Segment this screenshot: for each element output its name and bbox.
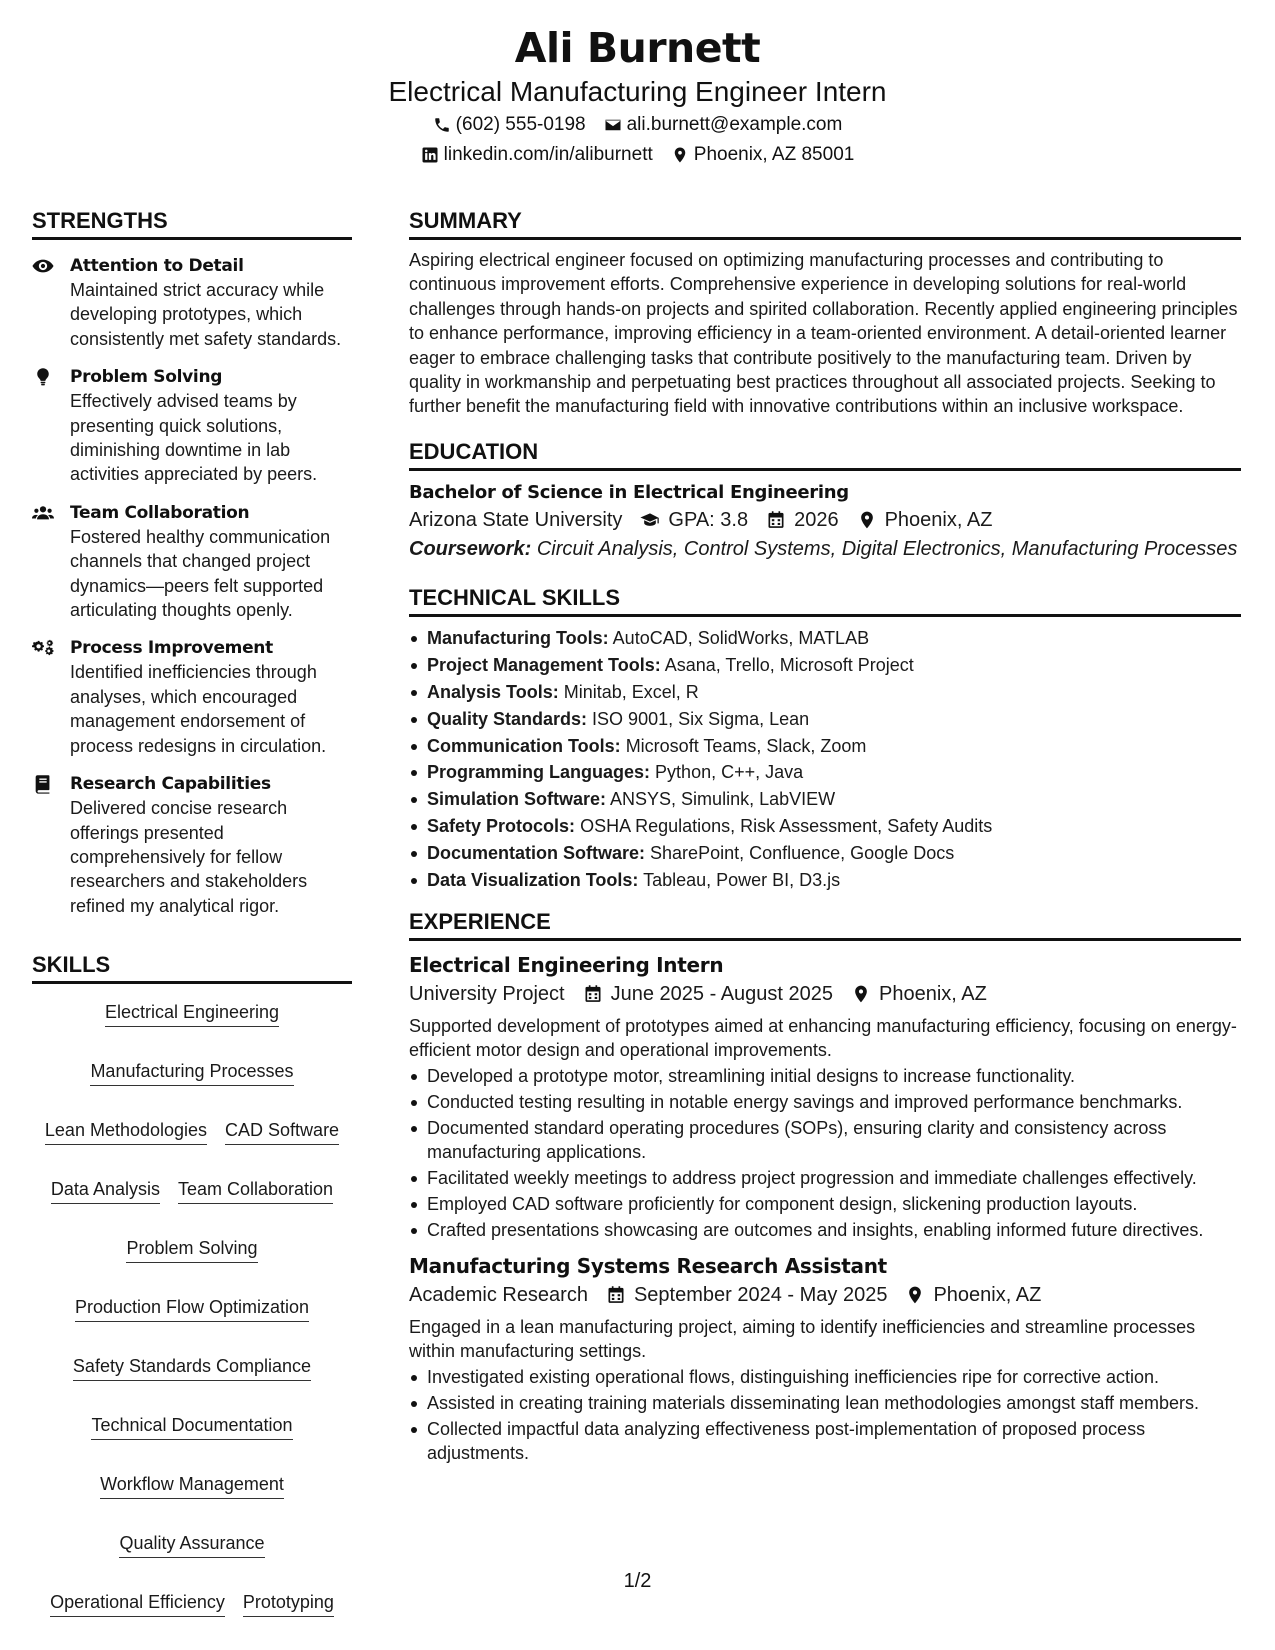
list-item <box>409 786 1241 813</box>
year-text: 2026 <box>794 508 839 531</box>
coursework <box>409 537 1241 562</box>
skill-category: Programming Languages: <box>427 762 651 783</box>
strength-title: Attention to Detail <box>70 256 244 276</box>
experience-title: EXPERIENCE <box>409 907 1241 941</box>
summary-text: Aspiring electrical engineer focused on optimizing manufacturing processes and contributing to continuous improvement efforts. Comprehensive experience in developing solutions for real-world challenges through hands-on projects and spirited collaboration. Recently applied engineering principles to enhance performance, improving efficiency in a team-oriented environment. A detail-oriented learner eager to embrace challenging tasks that contribute positively to the manufacturing team. Driven by quality in workmanship and perpetuating best practices throughout all associated projects. Seeking to further benefit the manufacturing field with innovative contributions within an inclusive workspace. <box>409 250 1238 417</box>
list-item <box>409 706 1241 733</box>
book-icon <box>32 774 54 794</box>
dates-text: June 2025 - August 2025 <box>610 983 834 1006</box>
linkedin-contact[interactable] <box>421 140 653 170</box>
job-title: Electrical Engineering Intern <box>409 953 724 978</box>
school-location <box>857 505 993 535</box>
skill-tag: Technical Documentation <box>91 1413 292 1440</box>
job-meta <box>409 979 1241 1009</box>
strength-item <box>32 772 352 918</box>
skill-tag: Operational Efficiency <box>50 1590 225 1617</box>
skills-section <box>32 950 352 1617</box>
strength-title: Team Collaboration <box>70 502 250 523</box>
skills-list <box>32 1000 352 1617</box>
skill-category: Quality Standards: <box>427 708 588 729</box>
strength-item <box>32 365 352 487</box>
location-text: Phoenix, AZ <box>879 983 987 1006</box>
location-text: Phoenix, AZ <box>884 508 993 531</box>
list-item <box>409 625 1241 652</box>
technical-skills-title: TECHNICAL SKILLS <box>409 583 1241 617</box>
strength-desc: Identified inefficiencies through analyses, which encouraged management endorsement of process redesigns in circulation. <box>70 662 327 756</box>
skill-tag: Production Flow Optimization <box>75 1295 309 1322</box>
right-column <box>409 206 1241 1465</box>
skill-tag: Workflow Management <box>100 1472 284 1499</box>
eye-icon <box>32 256 54 276</box>
candidate-role: Electrical Manufacturing Engineer Intern <box>388 76 887 107</box>
gears-icon <box>32 638 54 658</box>
skill-tag: Safety Standards Compliance <box>73 1354 311 1381</box>
degree-title: Bachelor of Science in Electrical Engineering <box>409 481 849 503</box>
job-bullets <box>409 1365 1241 1465</box>
experience-section <box>409 907 1241 1465</box>
job-org <box>409 979 565 1009</box>
education-meta <box>409 505 1241 535</box>
education-title: EDUCATION <box>409 437 1241 471</box>
location-text: Phoenix, AZ <box>933 1284 1042 1307</box>
school-text: Arizona State University <box>409 508 623 531</box>
list-item <box>409 679 1241 706</box>
job-location <box>851 979 987 1009</box>
calendar-icon <box>766 510 786 530</box>
skill-category: Simulation Software: <box>427 789 607 810</box>
skill-values: ISO 9001, Six Sigma, Lean <box>592 708 810 729</box>
list-item <box>409 813 1241 840</box>
strength-item <box>32 501 352 623</box>
phone-contact <box>433 110 586 140</box>
strengths-title: STRENGTHS <box>32 206 352 240</box>
strength-desc: Effectively advised teams by presenting quick solutions, diminishing downtime in lab activities appreciated by peers. <box>70 391 318 485</box>
location-text: Phoenix, AZ 85001 <box>693 144 855 165</box>
map-pin-icon <box>905 1285 925 1305</box>
job-entry <box>409 1252 1241 1465</box>
skill-values: OSHA Regulations, Risk Assessment, Safety Audits <box>580 815 993 836</box>
linkedin-text[interactable]: linkedin.com/in/aliburnett <box>443 144 653 165</box>
graduation-cap-icon <box>640 510 660 530</box>
strength-title: Problem Solving <box>70 367 223 388</box>
list-item: Facilitated weekly meetings to address project progression and immediate challenges effectively. <box>409 1166 1241 1190</box>
resume-header <box>0 22 1275 170</box>
skill-values: Minitab, Excel, R <box>563 681 699 702</box>
lightbulb-icon <box>32 367 54 387</box>
map-pin-icon <box>857 510 877 530</box>
job-description: Supported development of prototypes aimed at enhancing manufacturing efficiency, focusing on energy-efficient motor design and operational improvements. <box>409 1016 1237 1061</box>
job-meta <box>409 1280 1241 1310</box>
map-pin-icon <box>851 984 871 1004</box>
skill-tag: Lean Methodologies <box>45 1118 207 1145</box>
skill-values: SharePoint, Confluence, Google Docs <box>650 842 955 863</box>
strength-desc: Fostered healthy communication channels that changed project dynamics—peers felt supported articulating thoughts openly. <box>70 526 331 621</box>
skill-category: Data Visualization Tools: <box>427 869 639 890</box>
users-icon <box>32 503 54 523</box>
strength-title: Process Improvement <box>70 638 273 659</box>
email-contact[interactable] <box>604 110 843 140</box>
phone-text: (602) 555-0198 <box>455 114 586 135</box>
list-item: Conducted testing resulting in notable energy savings and improved performance benchmarks. <box>409 1090 1241 1114</box>
contact-row-1 <box>0 110 1275 140</box>
skill-values: Asana, Trello, Microsoft Project <box>664 655 914 676</box>
technical-skills-section <box>409 583 1241 893</box>
strength-desc: Maintained strict accuracy while developing prototypes, which consistently met safety standards. <box>70 280 342 349</box>
email-text[interactable]: ali.burnett@example.com <box>626 114 843 135</box>
strength-item <box>32 254 352 351</box>
skill-category: Project Management Tools: <box>427 655 661 676</box>
left-column <box>32 206 352 1617</box>
skill-values: AutoCAD, SolidWorks, MATLAB <box>612 628 870 649</box>
calendar-icon <box>583 984 603 1004</box>
strength-desc: Delivered concise research offerings presented comprehensively for fellow researchers and stakeholders refined my analytical rigor. <box>70 798 308 916</box>
coursework-text: Circuit Analysis, Control Systems, Digital Electronics, Manufacturing Processes <box>536 537 1238 560</box>
skill-tag: Quality Assurance <box>119 1531 264 1558</box>
strength-title: Research Capabilities <box>70 774 271 795</box>
calendar-icon <box>606 1285 626 1305</box>
job-description: Engaged in a lean manufacturing project, aiming to identify inefficiencies and streamline processes within manufacturing settings. <box>409 1317 1196 1362</box>
list-item: Crafted presentations showcasing are outcomes and insights, enabling informed future directives. <box>409 1218 1241 1242</box>
envelope-icon <box>604 116 622 134</box>
skill-tag: CAD Software <box>225 1118 339 1145</box>
job-org <box>409 1280 588 1310</box>
candidate-name: Ali Burnett <box>514 24 761 72</box>
list-item <box>409 840 1241 867</box>
list-item: Developed a prototype motor, streamlining initial designs to increase functionality. <box>409 1064 1241 1088</box>
list-item <box>409 867 1241 894</box>
skill-values: ANSYS, Simulink, LabVIEW <box>610 789 836 810</box>
school-name <box>409 505 622 535</box>
job-dates <box>583 979 833 1009</box>
skill-tag: Prototyping <box>243 1590 334 1617</box>
gpa-text: GPA: 3.8 <box>668 508 749 531</box>
list-item: Assisted in creating training materials disseminating lean methodologies amongst staff members. <box>409 1391 1241 1415</box>
page-number: 1/2 <box>623 1570 652 1592</box>
skill-tag: Manufacturing Processes <box>90 1059 293 1086</box>
list-item <box>409 733 1241 760</box>
summary-title: SUMMARY <box>409 206 1241 240</box>
skill-tag: Electrical Engineering <box>105 1000 279 1027</box>
technical-skills-list <box>409 625 1241 893</box>
skill-category: Manufacturing Tools: <box>427 628 609 649</box>
grad-year <box>766 505 839 535</box>
linkedin-icon <box>421 146 439 164</box>
phone-icon <box>433 116 451 134</box>
map-pin-icon <box>671 146 689 164</box>
job-title: Manufacturing Systems Research Assistant <box>409 1254 887 1279</box>
skills-title: SKILLS <box>32 950 352 984</box>
list-item: Investigated existing operational flows, distinguishing inefficiencies ripe for corrective action. <box>409 1365 1241 1389</box>
job-location <box>905 1280 1041 1310</box>
gpa <box>640 505 748 535</box>
list-item: Employed CAD software proficiently for component design, slickening production layouts. <box>409 1192 1241 1216</box>
skill-tag: Data Analysis <box>51 1177 160 1204</box>
skill-values: Tableau, Power BI, D3.js <box>643 869 841 890</box>
list-item: Documented standard operating procedures (SOPs), ensuring clarity and consistency across manufacturing applications. <box>409 1116 1241 1164</box>
skill-values: Python, C++, Java <box>655 762 804 783</box>
education-section <box>409 437 1241 562</box>
skill-tag: Problem Solving <box>126 1236 257 1263</box>
org-text: University Project <box>409 983 565 1006</box>
strength-item <box>32 636 352 758</box>
skill-category: Safety Protocols: <box>427 815 576 836</box>
org-text: Academic Research <box>409 1284 588 1307</box>
location-contact <box>671 140 855 170</box>
dates-text: September 2024 - May 2025 <box>633 1284 888 1307</box>
list-item <box>409 652 1241 679</box>
skill-values: Microsoft Teams, Slack, Zoom <box>625 735 867 756</box>
list-item <box>409 759 1241 786</box>
job-bullets <box>409 1064 1241 1242</box>
skill-tag: Team Collaboration <box>178 1177 333 1204</box>
skill-category: Communication Tools: <box>427 735 621 756</box>
skill-category: Analysis Tools: <box>427 681 559 702</box>
coursework-label: Coursework: <box>409 537 532 560</box>
job-dates <box>606 1280 888 1310</box>
contact-row-2 <box>0 140 1275 170</box>
skill-category: Documentation Software: <box>427 842 646 863</box>
job-entry <box>409 951 1241 1242</box>
list-item: Collected impactful data analyzing effectiveness post-implementation of proposed process adjustments. <box>409 1417 1241 1465</box>
